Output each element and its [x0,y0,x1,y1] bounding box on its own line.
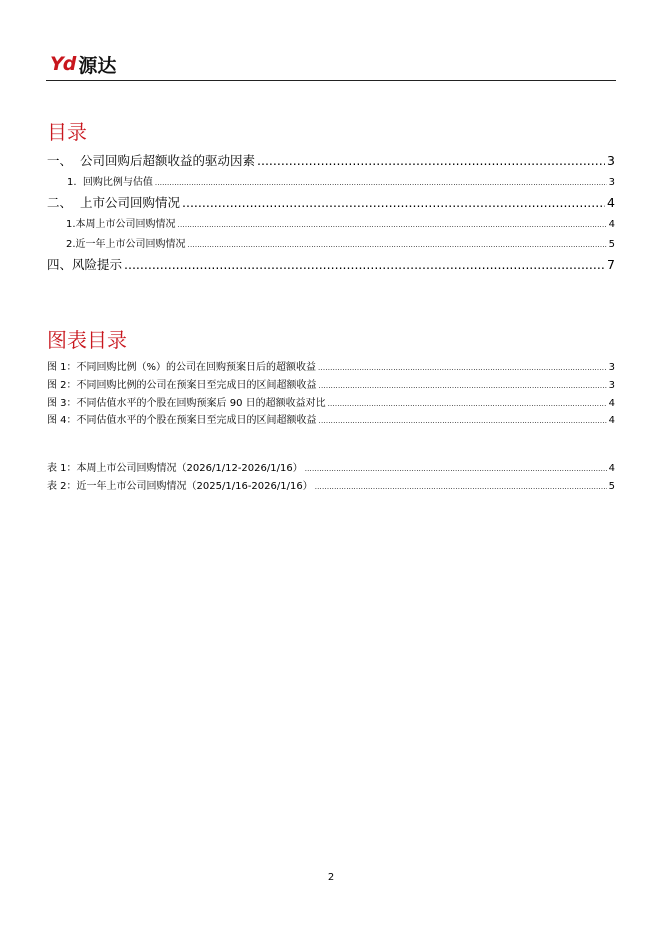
toc-title: 目录 [47,120,87,144]
toc-entry[interactable] [47,193,615,211]
dot-leader [124,257,605,272]
dot-leader [319,382,607,390]
dot-leader [305,465,607,473]
toc-entry-label: 1.本周上市公司回购情况 [66,219,176,230]
figure-entry[interactable] [47,358,615,373]
figures-toc-title: 图表目录 [47,328,127,352]
logo-mark: Yd [50,53,76,75]
dot-leader [155,179,607,187]
page-number: 2 [327,872,335,883]
dot-leader [328,400,607,408]
toc-entry-number: 一、 [47,153,73,168]
table-entry-label: 表 2：近一年上市公司回购情况（2025/1/16-2026/1/16） [47,481,313,492]
toc-entry-number: 二、 [47,195,73,210]
toc-entry[interactable] [47,255,615,273]
dot-leader [178,221,607,229]
toc-entry[interactable] [67,173,615,188]
figure-entry-page: 4 [608,415,615,426]
table-entry-page: 4 [608,463,615,474]
figure-entry-page: 4 [608,398,615,409]
dot-leader [318,364,607,372]
dot-leader [182,195,605,210]
figure-entry-label: 图 1：不同回购比例（%）的公司在回购预案日后的超额收益 [47,362,317,373]
table-entry-label: 表 1：本周上市公司回购情况（2026/1/12-2026/1/16） [47,463,303,474]
table-entry[interactable] [47,459,615,474]
dot-leader [188,241,607,249]
toc-entry-page: 4 [608,219,615,230]
toc-entry-page: 3 [608,177,615,188]
table-entry-page: 5 [608,481,615,492]
header-divider [46,80,616,81]
toc-entry-label: 四、风险提示 [47,257,123,272]
dot-leader [257,153,605,168]
figure-entry-page: 3 [608,362,615,373]
toc-entry-page: 7 [607,257,615,272]
logo-text: 源达 [78,54,117,77]
table-entry[interactable] [47,477,615,492]
toc-entry[interactable] [47,151,615,169]
toc-entry-label: 回购比例与估值 [82,177,153,188]
toc-entry-label: 上市公司回购情况 [80,195,181,210]
figure-entry-label: 图 2：不同回购比例的公司在预案日至完成日的区间超额收益 [47,380,317,391]
figure-entry-page: 3 [608,380,615,391]
toc-entry-label: 公司回购后超额收益的驱动因素 [80,153,256,168]
toc-entry-label: 2.近一年上市公司回购情况 [66,239,186,250]
figure-entry-label: 图 4：不同估值水平的个股在预案日至完成日的区间超额收益 [47,415,317,426]
toc-entry[interactable] [66,235,615,250]
company-logo [50,52,116,76]
figure-entry[interactable] [47,376,615,391]
toc-entry-number: 1. [67,177,77,188]
toc-entry-page: 5 [608,239,615,250]
figure-entry-label: 图 3：不同估值水平的个股在回购预案后 90 日的超额收益对比 [47,398,326,409]
figure-entry[interactable] [47,411,615,426]
toc-entry[interactable] [66,215,615,230]
dot-leader [319,417,607,425]
toc-entry-page: 3 [607,153,615,168]
toc-entry-page: 4 [607,195,615,210]
dot-leader [315,483,607,491]
figure-entry[interactable] [47,394,615,409]
